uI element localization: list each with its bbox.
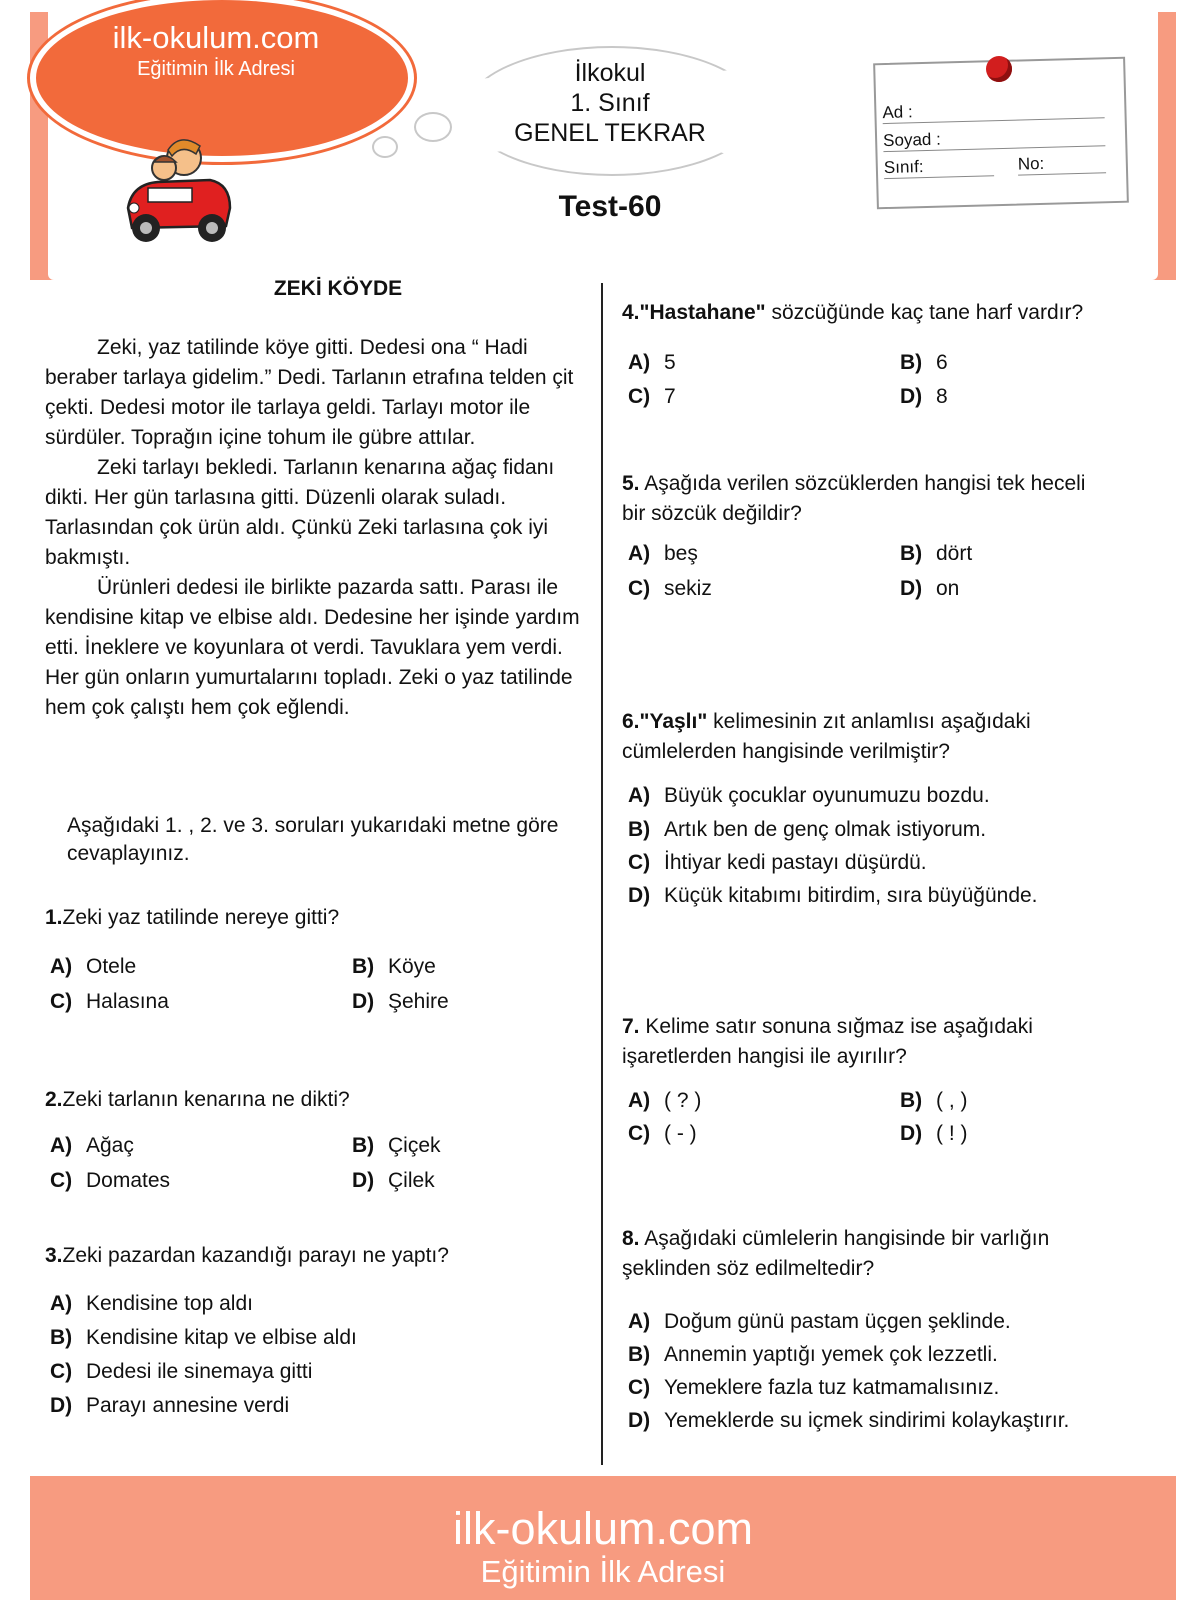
option-2a[interactable]: A) Ağaç: [50, 1134, 134, 1157]
option-3d[interactable]: D) Parayı annesine verdi: [50, 1394, 290, 1417]
option-3a[interactable]: A) Kendisine top aldı: [50, 1292, 253, 1315]
option-8b[interactable]: B) Annemin yaptığı yemek çok lezzetli.: [628, 1343, 998, 1366]
option-1b[interactable]: B) Köye: [352, 955, 436, 978]
option-5d[interactable]: D) on: [900, 577, 960, 600]
school-level: İlkokul: [574, 59, 646, 87]
story-text: [45, 333, 585, 723]
option-4a[interactable]: A) 5: [628, 351, 676, 374]
story-title: ZEKİ KÖYDE: [273, 277, 403, 300]
ad-label: Ad :: [882, 102, 913, 123]
header-title-block: [470, 58, 750, 148]
logo-tagline: Eğitimin İlk Adresi: [137, 58, 295, 80]
question-4: 4."Hastahane" sözcüğünde kaç tane harf vardır?: [622, 301, 1084, 324]
option-4b[interactable]: B) 6: [900, 351, 948, 374]
option-8c[interactable]: C) Yemeklere fazla tuz katmamalısınız.: [628, 1376, 1000, 1399]
story-paragraph: Ürünleri dedesi ile birlikte pazarda sattı. Parası ile kendisine kitap ve elbise aldı. Dedesine her işinde yardım etti. İneklere ve koyunlara ot verdi. Tavuklara yem verdi. Her gün onların yumurtalarını topladı. Zeki o yaz tatilinde hem çok çalıştı hem çok eğlendi.: [45, 576, 580, 719]
option-5c[interactable]: C) sekiz: [628, 577, 712, 600]
test-title: Test-60: [558, 190, 662, 223]
question-1: 1.Zeki yaz tatilinde nereye gitti?: [45, 906, 340, 929]
option-1d[interactable]: D) Şehire: [352, 990, 449, 1013]
option-1a[interactable]: A) Otele: [50, 955, 137, 978]
option-3b[interactable]: B) Kendisine kitap ve elbise aldı: [50, 1326, 357, 1349]
instructions: Aşağıdaki 1. , 2. ve 3. soruları yukarıdaki metne göre cevaplayınız.: [67, 814, 559, 865]
option-4d[interactable]: D) 8: [900, 385, 948, 408]
option-8a[interactable]: A) Doğum günü pastam üçgen şeklinde.: [628, 1310, 1011, 1333]
option-1c[interactable]: C) Halasına: [50, 990, 169, 1013]
thought-bubble-dot: [372, 136, 398, 158]
column-divider: [601, 283, 603, 1465]
option-8d[interactable]: D) Yemeklerde su içmek sindirimi kolaykaştırır.: [628, 1409, 1070, 1432]
footer-tagline: Eğitimin İlk Adresi: [480, 1554, 726, 1589]
question-5: 5. Aşağıda verilen sözcüklerden hangisi tek heceli bir sözcük değildir?: [622, 472, 1086, 525]
question-7: 7. Kelime satır sonuna sığmaz ise aşağıdaki işaretlerden hangisi ile ayırılır?: [622, 1015, 1033, 1068]
story-paragraph: Zeki tarlayı bekledi. Tarlanın kenarına ağaç fidanı dikti. Her gün tarlasına gitti. Düzenli olarak suladı. Tarlasından çok ürün aldı. Çünkü Zeki tarlasına çok iyi bakmıştı.: [45, 456, 555, 569]
thought-bubble-dot: [414, 112, 452, 142]
car-mascot-illustration: [118, 128, 238, 248]
soyad-label: Soyad :: [882, 129, 942, 151]
question-8: 8. Aşağıdaki cümlelerin hangisinde bir varlığın şeklinden söz edilmeltedir?: [622, 1227, 1050, 1280]
option-4c[interactable]: C) 7: [628, 385, 676, 408]
option-2d[interactable]: D) Çilek: [352, 1169, 435, 1192]
ad-field[interactable]: [883, 117, 1105, 124]
option-7b[interactable]: B) ( , ): [900, 1089, 968, 1112]
no-label: No:: [1017, 153, 1045, 174]
option-5b[interactable]: B) dört: [900, 542, 973, 565]
question-3: 3.Zeki pazardan kazandığı parayı ne yaptı?: [45, 1244, 449, 1267]
grade-level: 1. Sınıf: [570, 89, 650, 117]
worksheet-topic: GENEL TEKRAR: [514, 119, 706, 147]
option-6d[interactable]: D) Küçük kitabımı bitirdim, sıra büyüğünde.: [628, 884, 1038, 907]
push-pin-icon: [986, 56, 1012, 82]
option-6b[interactable]: B) Artık ben de genç olmak istiyorum.: [628, 818, 987, 841]
option-2b[interactable]: B) Çiçek: [352, 1134, 441, 1157]
option-2c[interactable]: C) Domates: [50, 1169, 171, 1192]
option-5a[interactable]: A) beş: [628, 542, 698, 565]
logo-site-name[interactable]: ilk-okulum.com: [112, 20, 320, 55]
option-3c[interactable]: C) Dedesi ile sinemaya gitti: [50, 1360, 313, 1383]
option-7d[interactable]: D) ( ! ): [900, 1122, 968, 1145]
sinif-label: Sınıf:: [883, 157, 924, 178]
option-6a[interactable]: A) Büyük çocuklar oyunumuzu bozdu.: [628, 784, 990, 807]
option-7a[interactable]: A) ( ? ): [628, 1089, 702, 1112]
story-paragraph: Zeki, yaz tatilinde köye gitti. Dedesi ona “ Hadi beraber tarlaya gidelim.” Dedi. Tarlanın etrafına telden çit çekti. Dedesi motor ile tarlaya geldi. Tarlayı motor ile sürdüler. Toprağın içine tohum ile gübre attılar.: [45, 336, 574, 449]
option-7c[interactable]: C) ( - ): [628, 1122, 697, 1145]
question-2: 2.Zeki tarlanın kenarına ne dikti?: [45, 1088, 350, 1111]
option-6c[interactable]: C) İhtiyar kedi pastayı düşürdü.: [628, 851, 927, 874]
question-6: 6."Yaşlı" kelimesinin zıt anlamlısı aşağıdaki cümlelerden hangisinde verilmiştir?: [622, 710, 1031, 763]
footer-site-name[interactable]: ilk-okulum.com: [452, 1503, 754, 1554]
